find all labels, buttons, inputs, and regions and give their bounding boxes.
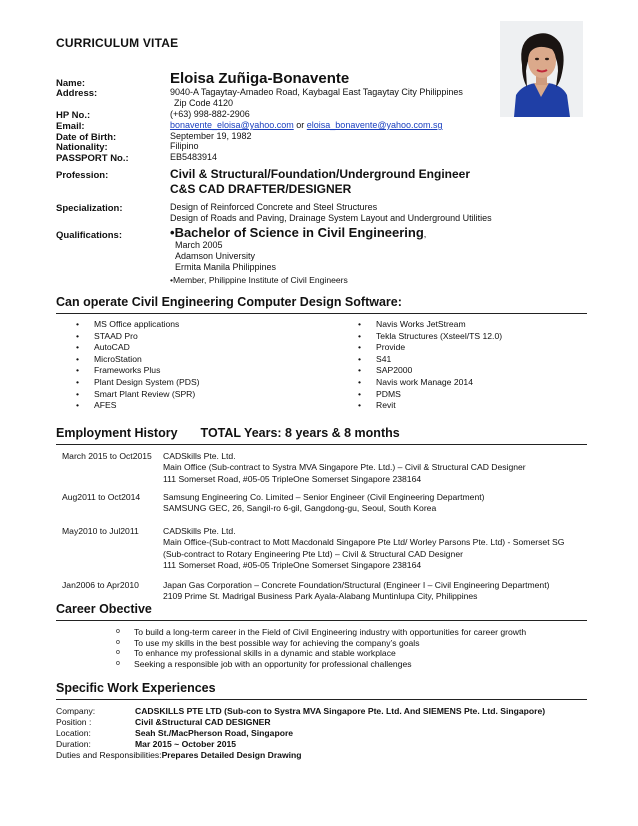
degree-bullet-icon: • bbox=[170, 225, 175, 240]
specialization-label: Specialization: bbox=[56, 203, 123, 214]
degree: •Bachelor of Science in Civil Engineering, bbox=[170, 225, 427, 240]
document-title: CURRICULUM VITAE bbox=[56, 36, 179, 50]
location-value: Seah St./MacPherson Road, Singapore bbox=[135, 728, 294, 738]
nationality-value: Filipino bbox=[170, 141, 199, 151]
employment-title: Employment History bbox=[56, 426, 178, 440]
job-line: Japan Gas Corporation – Concrete Foundation/Structural (Engineer I – Civil Engineering Department) bbox=[163, 580, 550, 590]
hp-label: HP No.: bbox=[56, 110, 91, 121]
hp-number: (+63) 998-882-2906 bbox=[170, 109, 250, 119]
company-row bbox=[56, 706, 545, 717]
job-line: 111 Somerset Road, #05-05 TripleOne Somerset Singapore 238164 bbox=[163, 560, 422, 571]
employment-total: TOTAL Years: 8 years & 8 months bbox=[200, 426, 400, 440]
software-heading: Can operate Civil Engineering Computer Design Software: bbox=[56, 295, 402, 309]
list-item: • MicroStation bbox=[76, 354, 200, 366]
employment-rule bbox=[56, 444, 587, 445]
list-item: • STAAD Pro bbox=[76, 331, 200, 343]
list-item: • AFES bbox=[76, 400, 200, 412]
school-name: Adamson University bbox=[175, 251, 256, 261]
career-heading: Career Obective bbox=[56, 602, 152, 616]
job-date: Aug2011 to Oct2014 bbox=[62, 492, 141, 502]
career-rule bbox=[56, 620, 587, 621]
school-location: Ermita Manila Philippines bbox=[175, 262, 277, 272]
software-rule bbox=[56, 313, 587, 314]
list-item: • Provide bbox=[358, 342, 502, 354]
address-label: Address: bbox=[56, 88, 98, 99]
career-goals-list bbox=[116, 627, 526, 669]
nationality-label: Nationality: bbox=[56, 142, 108, 153]
name-label: Name: bbox=[56, 78, 86, 89]
list-item: o To use my skills in the best possible way for achieving the company’s goals bbox=[116, 638, 526, 649]
address-line-2: Zip Code 4120 bbox=[174, 98, 234, 108]
degree-date: March 2005 bbox=[175, 240, 223, 250]
list-item: • Revit bbox=[358, 400, 502, 412]
list-item: • MS Office applications bbox=[76, 319, 200, 331]
specialization-line-1: Design of Reinforced Concrete and Steel Structures bbox=[170, 202, 378, 212]
degree-text: Bachelor of Science in Civil Engineering bbox=[174, 225, 424, 240]
address-line-1: 9040-A Tagaytay-Amadeo Road, Kaybagal East Tagaytay City Philippines bbox=[170, 87, 463, 97]
membership-bullet-icon: • bbox=[170, 275, 174, 285]
email-values bbox=[170, 120, 443, 130]
company-value: CADSKILLS PTE LTD (Sub-con to Systra MVA Singapore Pte. Ltd. And SIEMENS Pte. Ltd. Singapore) bbox=[135, 706, 546, 716]
list-item: • Smart Plant Review (SPR) bbox=[76, 389, 200, 401]
job-description bbox=[163, 580, 549, 603]
software-list-left bbox=[76, 319, 200, 412]
job-line: SAMSUNG GEC, 26, Sangil-ro 6-gil, Gangdong-gu, Seoul, South Korea bbox=[163, 503, 437, 514]
list-item: o To build a long-term career in the Field of Civil Engineering industry with opportunities for career growth bbox=[116, 627, 526, 638]
full-name: Eloisa Zuñiga-Bonavente bbox=[170, 70, 350, 87]
specialization-line-2: Design of Roads and Paving, Drainage System Layout and Underground Utilities bbox=[170, 213, 492, 223]
list-item: o Seeking a responsible job with an opportunity for professional challenges bbox=[116, 659, 526, 670]
list-item: • AutoCAD bbox=[76, 342, 200, 354]
dob-value: September 19, 1982 bbox=[170, 131, 252, 141]
location-label: Location: bbox=[56, 728, 91, 738]
dob-label: Date of Birth: bbox=[56, 132, 117, 143]
job-date: March 2015 to Oct2015 bbox=[62, 451, 152, 461]
list-item: • PDMS bbox=[358, 389, 502, 401]
position-row bbox=[56, 717, 271, 728]
profile-photo-image bbox=[500, 21, 583, 117]
duties-row bbox=[56, 750, 302, 761]
job-description bbox=[163, 451, 526, 485]
list-item: • Frameworks Plus bbox=[76, 365, 200, 377]
list-item: • S41 bbox=[358, 354, 502, 366]
email-or: or bbox=[296, 120, 305, 130]
list-item: • Plant Design System (PDS) bbox=[76, 377, 200, 389]
qualifications-label: Qualifications: bbox=[56, 230, 122, 241]
job-line: 2109 Prime St. Madrigal Business Park Ayala-Alabang Muntinlupa City, Philippines bbox=[163, 591, 478, 602]
job-date: Jan2006 to Apr2010 bbox=[62, 580, 139, 590]
list-item: o To enhance my professional skills in a dynamic and stable workplace bbox=[116, 648, 526, 659]
job-line: Samsung Engineering Co. Limited – Senior Engineer (Civil Engineering Department) bbox=[163, 492, 485, 502]
location-row bbox=[56, 728, 293, 739]
employment-heading bbox=[56, 426, 400, 440]
duration-label: Duration: bbox=[56, 739, 91, 749]
email-link-1[interactable]: bonavente_eloisa@yahoo.com bbox=[170, 120, 294, 130]
membership-text: Member, Philippine Institute of Civil Engineers bbox=[173, 275, 348, 285]
profession-line-2: C&S CAD DRAFTER/DESIGNER bbox=[170, 182, 352, 196]
job-line: 111 Somerset Road, #05-05 TripleOne Somerset Singapore 238164 bbox=[163, 473, 422, 484]
duties-label: Duties and Responsibilities: bbox=[56, 750, 162, 760]
passport-label: PASSPORT No.: bbox=[56, 153, 129, 164]
profession-line-1: Civil & Structural/Foundation/Underground Engineer bbox=[170, 167, 471, 181]
passport-value: EB5483914 bbox=[170, 152, 218, 162]
job-line: Main Office-(Sub-contract to Mott Macdonald Singapore Pte Ltd/ Worley Parsons Pte. Ltd) - Somerset SG bbox=[163, 537, 565, 548]
position-value: Civil &Structural CAD DESIGNER bbox=[135, 717, 271, 727]
list-item: • Tekla Structures (Xsteel/TS 12.0) bbox=[358, 331, 502, 343]
job-line: (Sub-contract to Rotary Engineering Pte Ltd) – Civil & Structural CAD Designer bbox=[163, 548, 463, 559]
duration-value: Mar 2015 ~ October 2015 bbox=[135, 739, 237, 749]
list-item: • SAP2000 bbox=[358, 365, 502, 377]
job-date: May2010 to Jul2011 bbox=[62, 526, 139, 536]
email-label: Email: bbox=[56, 121, 85, 132]
job-line: Main Office (Sub-contract to Systra MVA Singapore Pte. Ltd.) – Civil & Structural CAD Designer bbox=[163, 462, 526, 473]
duration-row bbox=[56, 739, 236, 750]
job-description bbox=[163, 492, 484, 515]
job-line: CADSkills Pte. Ltd. bbox=[163, 451, 236, 461]
company-label: Company: bbox=[56, 706, 96, 716]
profile-photo bbox=[500, 21, 583, 117]
job-line: CADSkills Pte. Ltd. bbox=[163, 526, 236, 536]
work-experience-rule bbox=[56, 699, 587, 700]
position-label: Position : bbox=[56, 717, 92, 727]
email-link-2[interactable]: eloisa_bonavente@yahoo.com.sg bbox=[306, 120, 443, 130]
software-list-right bbox=[358, 319, 502, 412]
work-experience-heading: Specific Work Experiences bbox=[56, 681, 216, 695]
list-item: • Navis Works JetStream bbox=[358, 319, 502, 331]
list-item: • Navis work Manage 2014 bbox=[358, 377, 502, 389]
membership bbox=[170, 275, 348, 285]
duties-value: Prepares Detailed Design Drawing bbox=[161, 750, 302, 760]
profession-label: Profession: bbox=[56, 170, 109, 181]
job-description bbox=[163, 526, 564, 572]
